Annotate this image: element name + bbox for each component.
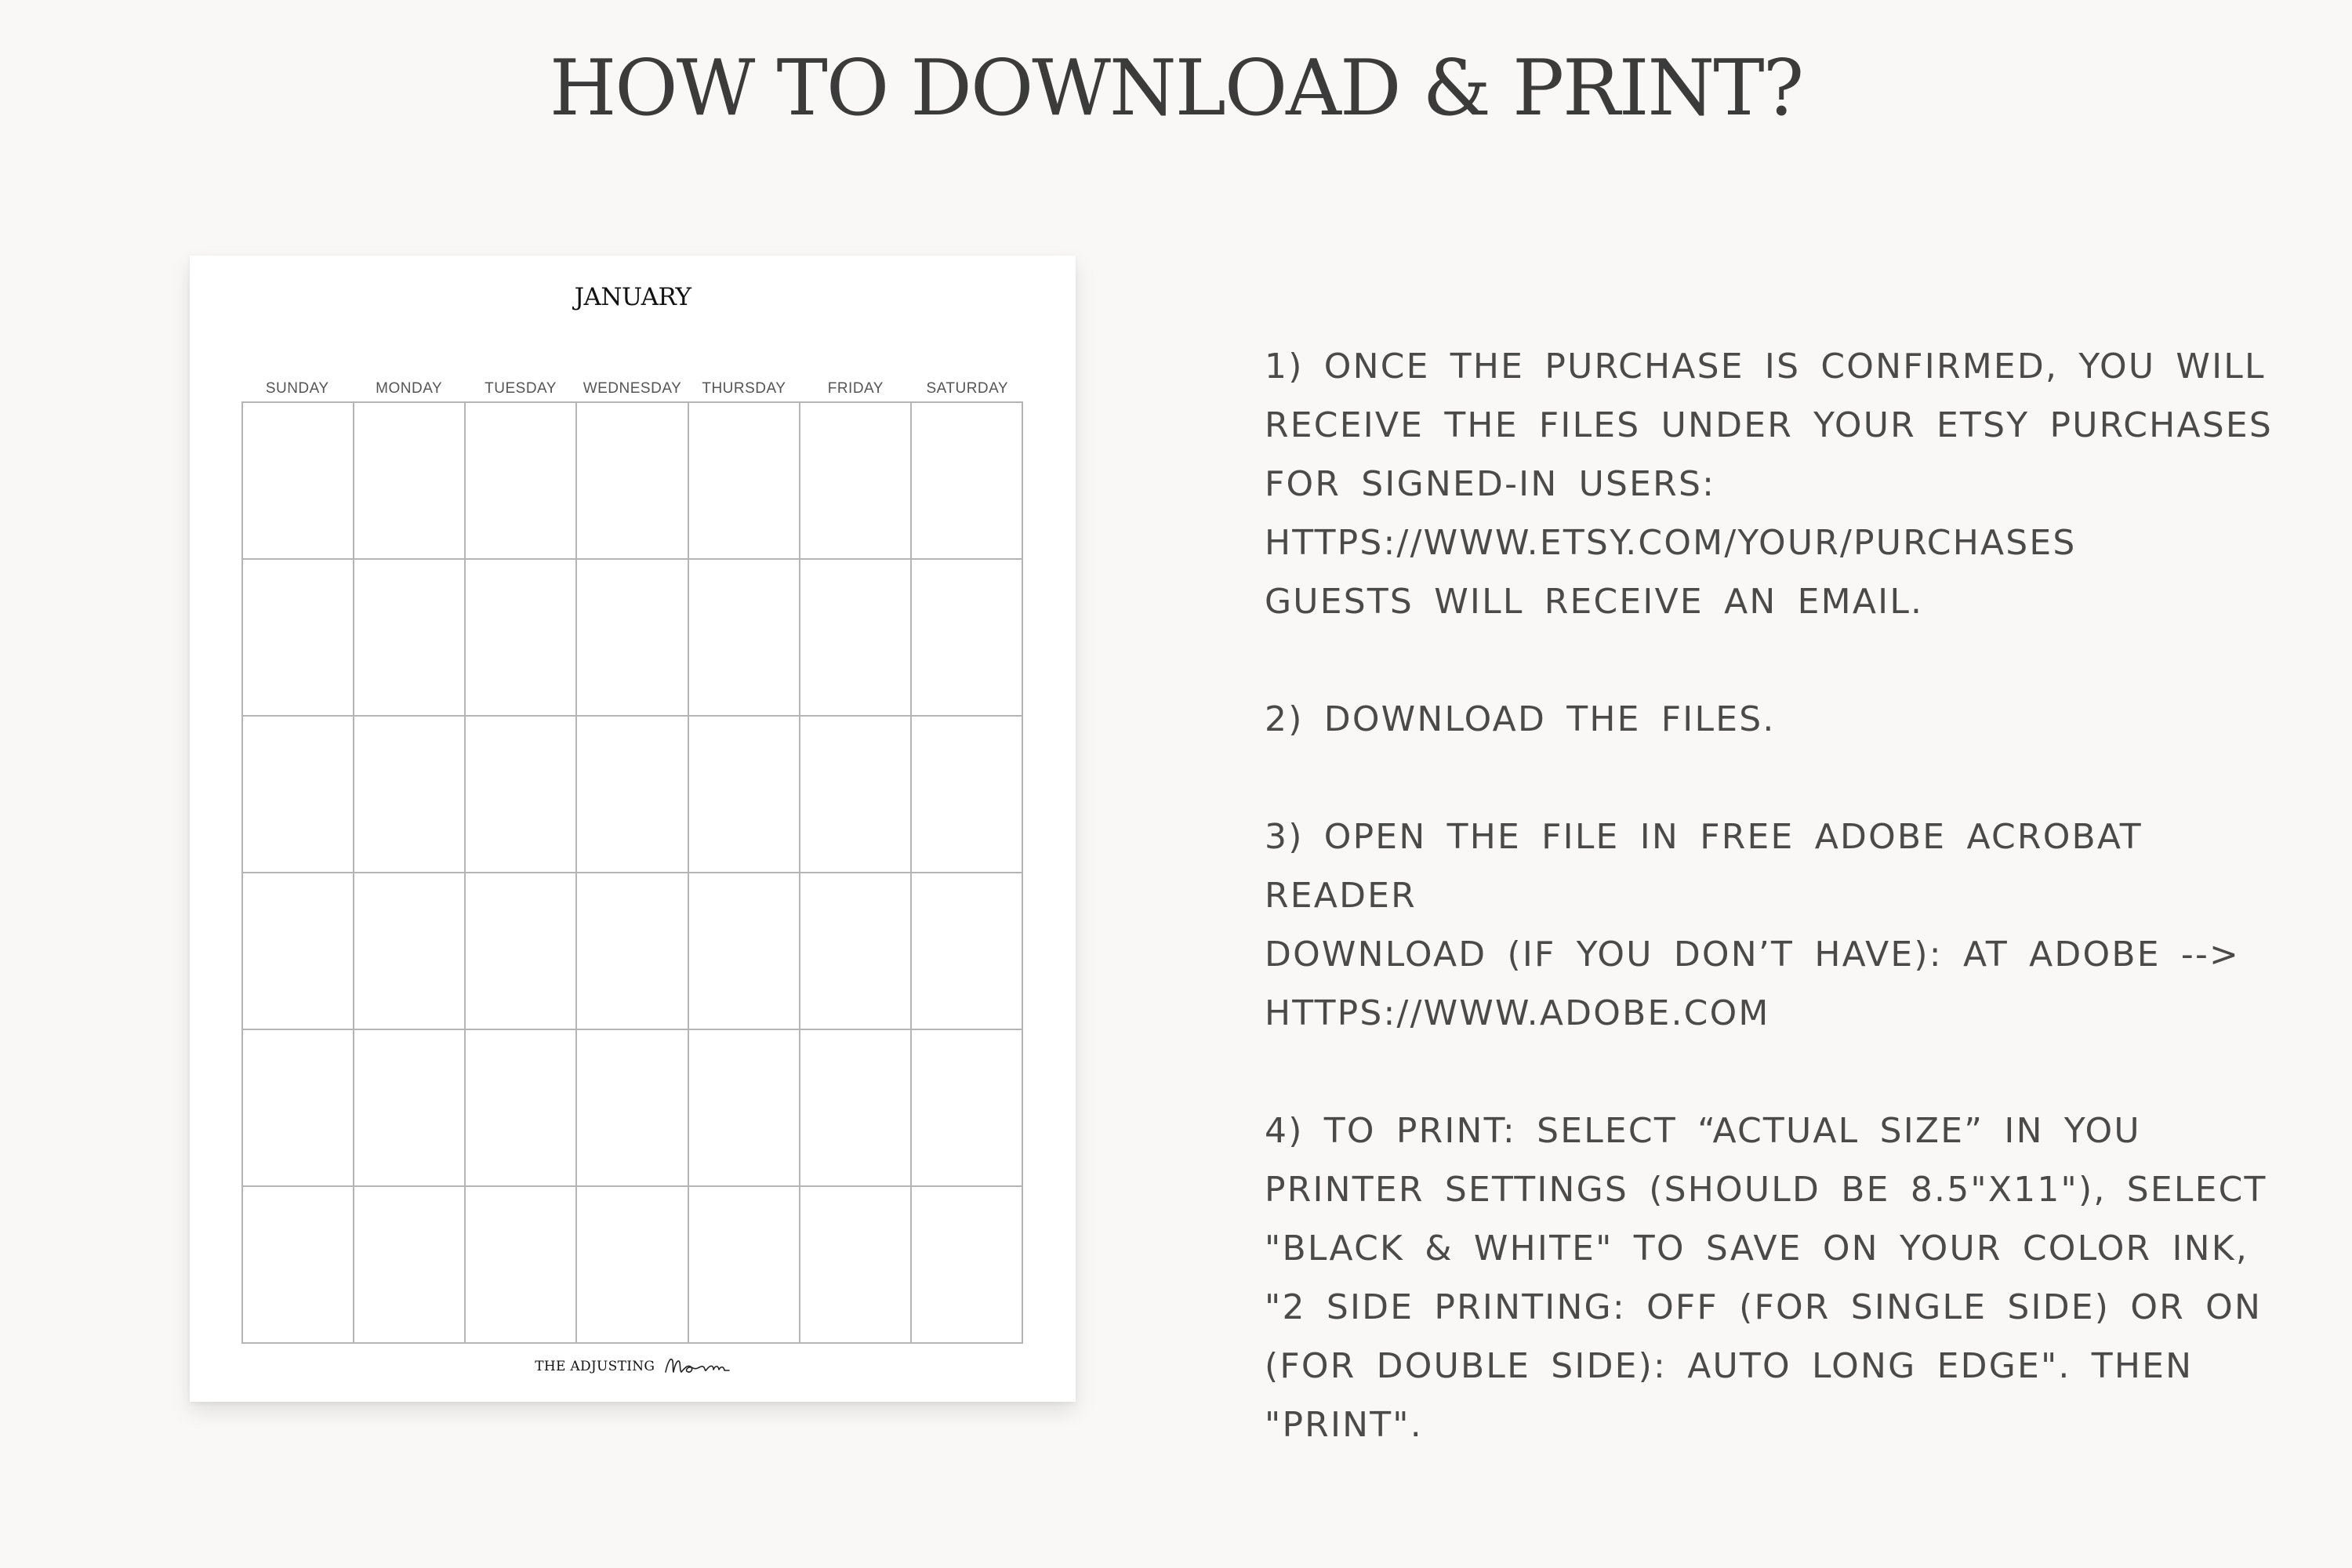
calendar-day-cell — [577, 1030, 688, 1187]
calendar-day-cell — [243, 873, 354, 1030]
instruction-line: 1) ONCE THE PURCHASE IS CONFIRMED, YOU WILL — [1265, 347, 2266, 387]
instruction-line: DOWNLOAD (IF YOU DON’T HAVE): AT ADOBE --> — [1265, 935, 2241, 975]
calendar-day-cell — [243, 560, 354, 717]
calendar-day-cell — [912, 1187, 1023, 1344]
instruction-line: 4) TO PRINT: SELECT “ACTUAL SIZE” IN YOU — [1265, 1111, 2141, 1151]
instruction-line: HTTPS://WWW.ETSY.COM/YOUR/PURCHASES — [1265, 523, 2077, 563]
calendar-day-cell — [243, 403, 354, 560]
page-title: HOW TO DOWNLOAD & PRINT? — [549, 44, 1803, 133]
calendar-day-cell — [354, 1030, 466, 1187]
calendar-day-cell — [689, 403, 800, 560]
calendar-day-cell — [354, 403, 466, 560]
calendar-day-cell — [466, 717, 577, 873]
instruction-line: "PRINT". — [1265, 1405, 1423, 1445]
instruction-line: "2 SIDE PRINTING: OFF (FOR SINGLE SIDE) OR ON — [1265, 1287, 2263, 1327]
instruction-line: HTTPS://WWW.ADOBE.COM — [1265, 993, 1770, 1033]
calendar-day-cell — [243, 717, 354, 873]
weekday-label: FRIDAY — [827, 380, 884, 397]
calendar-day-cell — [912, 403, 1023, 560]
weekday-label: TUESDAY — [485, 380, 557, 397]
calendar-day-cell — [577, 403, 688, 560]
calendar-day-cell — [354, 873, 466, 1030]
calendar-weekday-header — [241, 379, 1023, 398]
brand-logo — [190, 1353, 1076, 1380]
instruction-line: RECEIVE THE FILES UNDER YOUR ETSY PURCHASES — [1265, 405, 2274, 445]
calendar-day-cell — [689, 873, 800, 1030]
calendar-day-cell — [243, 1030, 354, 1187]
brand-script-mom — [663, 1353, 731, 1380]
weekday-label: THURSDAY — [702, 380, 786, 397]
calendar-day-cell — [912, 1030, 1023, 1187]
instruction-spacer — [1265, 749, 2307, 808]
calendar-day-cell — [912, 560, 1023, 717]
calendar-day-cell — [354, 1187, 466, 1344]
instruction-line: GUESTS WILL RECEIVE AN EMAIL. — [1265, 582, 1924, 622]
instruction-line: (FOR DOUBLE SIDE): AUTO LONG EDGE". THEN — [1265, 1346, 2194, 1386]
calendar-day-cell — [689, 1187, 800, 1344]
calendar-day-cell — [800, 1030, 912, 1187]
calendar-day-cell — [577, 717, 688, 873]
instruction-line: 2) DOWNLOAD THE FILES. — [1265, 699, 1776, 739]
calendar-day-cell — [466, 560, 577, 717]
calendar-day-cell — [354, 717, 466, 873]
calendar-day-cell — [912, 717, 1023, 873]
calendar-month-title: JANUARY — [574, 283, 691, 311]
calendar-day-cell — [466, 403, 577, 560]
weekday-label: SUNDAY — [265, 380, 329, 397]
calendar-day-cell — [800, 717, 912, 873]
calendar-day-cell — [912, 873, 1023, 1030]
calendar-grid — [241, 401, 1023, 1344]
calendar-day-cell — [689, 717, 800, 873]
calendar-day-cell — [577, 873, 688, 1030]
calendar-day-cell — [577, 560, 688, 717]
weekday-label: MONDAY — [376, 380, 443, 397]
calendar-day-cell — [243, 1187, 354, 1344]
instruction-line: "BLACK & WHITE" TO SAVE ON YOUR COLOR INK, — [1265, 1229, 2249, 1269]
calendar-day-cell — [689, 560, 800, 717]
weekday-label: WEDNESDAY — [583, 380, 682, 397]
calendar-day-cell — [800, 560, 912, 717]
calendar-day-cell — [466, 1030, 577, 1187]
weekday-label: SATURDAY — [926, 380, 1009, 397]
calendar-day-cell — [354, 560, 466, 717]
calendar-day-cell — [466, 1187, 577, 1344]
instruction-spacer — [1265, 631, 2307, 690]
instruction-line: READER — [1265, 876, 1417, 916]
download-print-instructions — [1265, 337, 2307, 1454]
calendar-day-cell — [689, 1030, 800, 1187]
instruction-line: PRINTER SETTINGS (SHOULD BE 8.5"X11"), SELECT — [1265, 1170, 2267, 1210]
instruction-spacer — [1265, 1043, 2307, 1102]
calendar-day-cell — [577, 1187, 688, 1344]
instruction-line: FOR SIGNED-IN USERS: — [1265, 464, 1716, 504]
calendar-day-cell — [466, 873, 577, 1030]
calendar-day-cell — [800, 1187, 912, 1344]
instruction-line: 3) OPEN THE FILE IN FREE ADOBE ACROBAT — [1265, 817, 2143, 857]
calendar-day-cell — [800, 403, 912, 560]
calendar-day-cell — [800, 873, 912, 1030]
calendar-preview-sheet — [190, 256, 1076, 1402]
brand-text: THE ADJUSTING — [535, 1359, 655, 1374]
